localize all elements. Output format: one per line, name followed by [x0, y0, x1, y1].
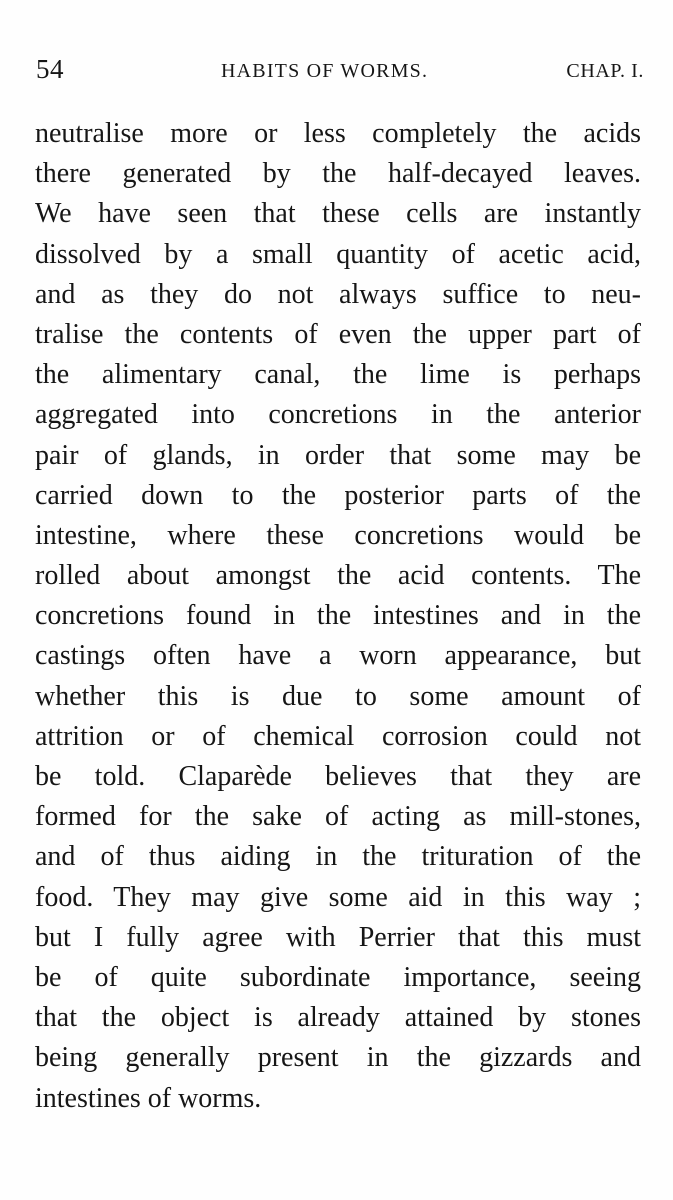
text-line: attrition or of chemical corrosion could not: [35, 720, 641, 752]
running-head: [36, 54, 644, 90]
text-line: aggregated into concretions in the anterior: [35, 399, 641, 431]
text-line: castings often have a worn appearance, but: [35, 640, 641, 672]
text-line: pair of glands, in order that some may be: [35, 439, 641, 471]
text-line: that the object is already attained by stones: [35, 1002, 641, 1034]
text-line: whether this is due to some amount of: [35, 680, 641, 712]
text-line: the alimentary canal, the lime is perhaps: [35, 359, 641, 391]
text-line: food. They may give some aid in this way ;: [35, 881, 641, 913]
text-line: concretions found in the intestines and in the: [35, 600, 641, 632]
text-line: tralise the contents of even the upper part of: [35, 318, 641, 350]
text-line: be told. Claparède believes that they are: [35, 761, 641, 792]
text-line: neutralise more or less completely the acids: [35, 118, 641, 149]
text-line: carried down to the posterior parts of the: [35, 479, 641, 511]
text-line: being generally present in the gizzards and: [35, 1042, 641, 1074]
text-line: there generated by the half-decayed leaves.: [35, 158, 641, 190]
chapter-label: CHAP. I.: [566, 60, 644, 82]
text-line: formed for the sake of acting as mill-stones,: [35, 801, 641, 833]
text-line: We have seen that these cells are instantly: [35, 198, 641, 230]
text-line: intestine, where these concretions would be: [35, 519, 641, 551]
body-text: [35, 114, 641, 1119]
running-title: HABITS OF WORMS.: [221, 60, 429, 82]
page-number: 54: [36, 54, 64, 84]
text-line: dissolved by a small quantity of acetic acid,: [35, 238, 641, 270]
text-line: and as they do not always suffice to neu-: [35, 278, 641, 310]
text-line: but I fully agree with Perrier that this must: [35, 921, 641, 953]
text-line: and of thus aiding in the trituration of the: [35, 841, 641, 873]
text-line: rolled about amongst the acid contents. The: [35, 560, 641, 592]
text-line: be of quite subordinate importance, seeing: [35, 961, 641, 993]
text-line: intestines of worms.: [35, 1082, 262, 1114]
